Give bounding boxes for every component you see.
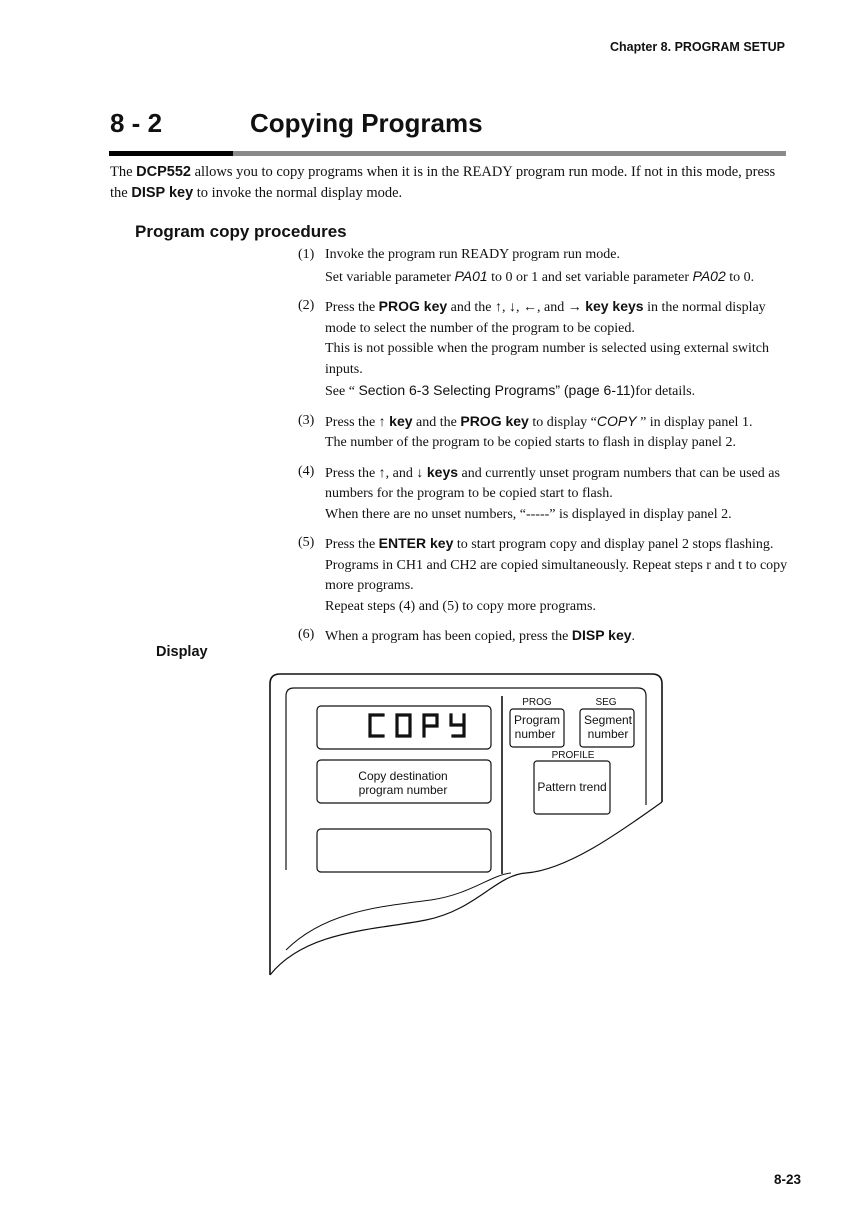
step-text-part: Press the ↑, and ↓ <box>325 465 427 481</box>
intro-text-2: allows you to copy programs when it is in the READY program run mode. If not in this mode, press the <box>110 164 776 201</box>
step-text <box>325 266 798 289</box>
display-label: Display <box>156 644 208 660</box>
step-text-part: ” in display panel 1. <box>636 414 753 430</box>
step-text: Invoke the program run READY program run mode. <box>325 247 620 262</box>
torn-edge-inner <box>286 873 511 950</box>
step-text-part: to 0. <box>725 269 755 285</box>
display-panel-3 <box>317 829 491 872</box>
section-reference: Section 6-3 Selecting Programs” (page 6-11) <box>358 382 636 398</box>
step-1 <box>298 245 798 288</box>
step-text-part: to display “ <box>528 414 597 430</box>
step-text-part: and the <box>412 414 461 430</box>
step-text-part: for details. <box>635 384 696 399</box>
step-text <box>325 380 798 403</box>
step-text: The number of the program to be copied starts to flash in display panel 2. <box>325 435 736 450</box>
enter-key-label: ENTER key <box>378 535 454 551</box>
segment-button-line2: number <box>587 727 629 741</box>
disp-key-label: DISP key <box>571 627 632 643</box>
step-text: When there are no unset numbers, “-----” is displayed in display panel 2. <box>325 506 732 522</box>
intro-text-3: to invoke the normal display mode. <box>193 185 403 201</box>
up-key-label: key <box>389 412 413 429</box>
prog-key-label: PROG key <box>378 298 448 314</box>
seg-label: SEG <box>595 697 617 708</box>
step-text-part: to start program copy and display panel 2 stops flashing. Programs in CH1 and CH2 are copied simultaneously. Repeat steps r and t to copy more programs. <box>325 537 788 593</box>
step-number: (2) <box>298 298 315 313</box>
arrow-keys-label: key keys <box>585 298 644 314</box>
step-text-part: to 0 or 1 and set variable parameter <box>487 269 693 285</box>
panel-diagram <box>266 670 666 980</box>
section-rule <box>233 151 786 156</box>
program-button-line1: Program <box>513 713 561 727</box>
step-number: (5) <box>298 535 315 550</box>
step-5 <box>298 533 798 617</box>
step-text-part: Press the ↑ <box>325 414 390 430</box>
step-text-part: Press the <box>325 537 379 552</box>
section-title: Copying Programs <box>250 108 483 138</box>
step-number: (4) <box>298 463 315 479</box>
step-number: (3) <box>298 412 315 428</box>
model-name: DCP552 <box>136 164 191 180</box>
prog-label: PROG <box>522 697 552 708</box>
step-4 <box>298 462 798 526</box>
step-text <box>325 462 798 505</box>
copy-display-text: COPY <box>596 412 637 429</box>
disp-key-label: DISP key <box>131 185 194 201</box>
keys-label: keys <box>426 463 459 480</box>
step-text-part: in the normal display mode to select the number of the program to be copied. <box>325 300 766 336</box>
copy-dest-line2: program number <box>358 783 448 797</box>
step-3 <box>298 411 798 454</box>
step-text <box>325 411 798 434</box>
step-text-part: and the ↑, ↓, ←, and → <box>447 300 586 315</box>
step-text-part: Set variable parameter <box>325 269 455 285</box>
step-text-part: See “ <box>325 384 359 399</box>
section-number: 8 - 2 <box>110 108 163 138</box>
page-number: 8-23 <box>773 1172 801 1187</box>
step-text: This is not possible when the program number is selected using external switch inputs. <box>325 341 770 377</box>
copy-dest-line1: Copy destination <box>358 769 448 783</box>
segment-button-line1: Segment <box>583 713 633 727</box>
profile-label: PROFILE <box>551 750 595 761</box>
procedures-heading: Program copy procedures <box>135 222 347 241</box>
step-text-part: and currently unset program numbers that can be used as numbers for the program to be copied start to flash. <box>325 465 780 501</box>
step-text-part: When a program has been copied, press the <box>325 629 572 644</box>
torn-edge <box>270 802 662 975</box>
step-text-part: Press the <box>325 300 379 315</box>
program-button-line2: number <box>514 727 556 741</box>
intro-text-1: The <box>110 164 137 180</box>
step-number: (1) <box>298 247 315 262</box>
prog-key-label: PROG key <box>460 412 529 429</box>
step-text: Repeat steps (4) and (5) to copy more programs. <box>325 598 596 614</box>
param-pa01: PA01 <box>454 267 488 284</box>
step-text-part: . <box>631 629 636 644</box>
step-2 <box>298 296 798 403</box>
steps-list <box>298 245 798 656</box>
step-text <box>325 533 798 597</box>
intro-paragraph <box>110 162 790 204</box>
step-6 <box>298 625 798 648</box>
step-text <box>325 296 798 339</box>
step-text <box>325 625 798 648</box>
param-pa02: PA02 <box>692 267 726 284</box>
step-number: (6) <box>298 627 315 642</box>
chapter-header: Chapter 8. PROGRAM SETUP <box>609 40 785 54</box>
pattern-trend-label: Pattern trend <box>537 780 607 794</box>
section-rule-accent <box>109 151 233 156</box>
